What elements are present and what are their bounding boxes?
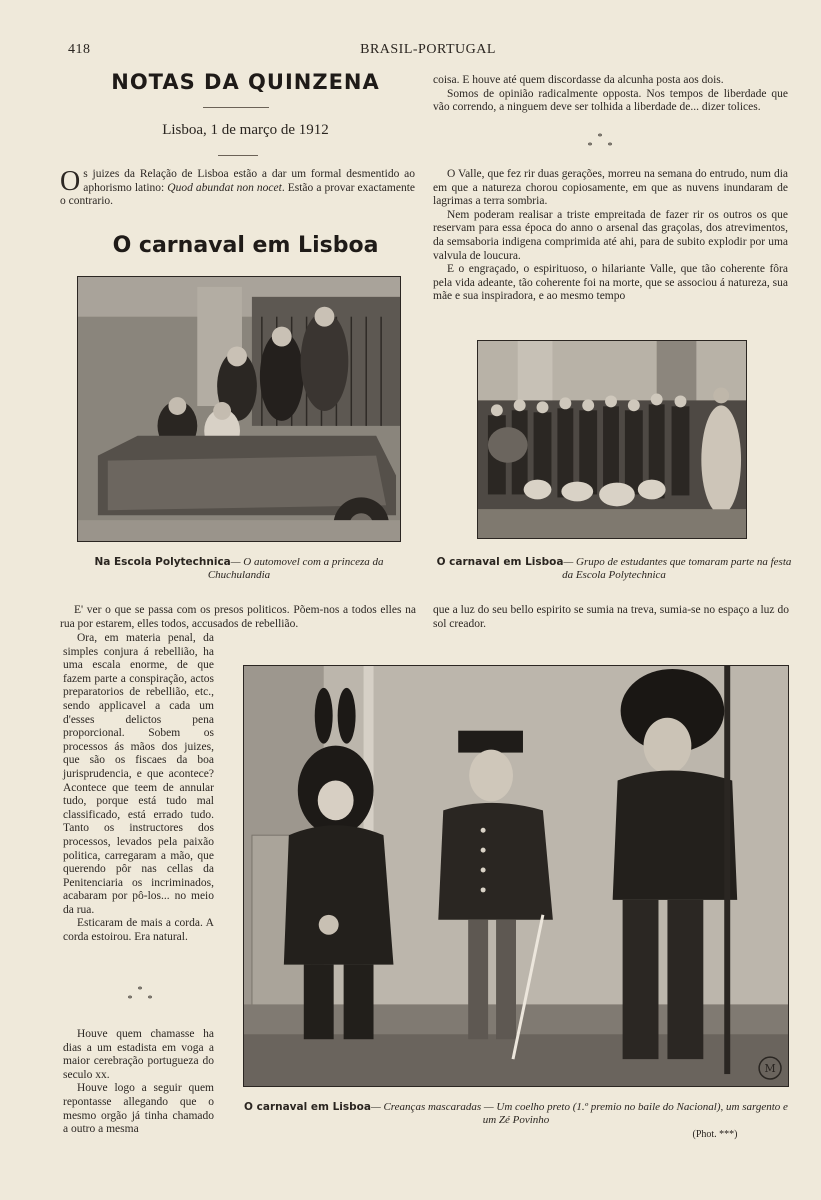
photo-creancas-image <box>244 666 788 1086</box>
right-valle-text <box>433 168 788 304</box>
caption-automovel <box>77 556 401 582</box>
caption-text: — Grupo de estudantes que tomaram parte na festa da Escola Polytechnica <box>562 556 792 581</box>
photo-credit: (Phot. ***) <box>692 1129 738 1140</box>
caption-lead: Na Escola Polytechnica <box>94 556 231 568</box>
caption-lead: O carnaval em Lisboa <box>436 556 564 568</box>
paragraph: Houve quem chamasse ha dias a um estadista em voga a maior cerebração portugueza do seculo xx. <box>63 1028 214 1081</box>
caption-text: — Creanças mascaradas — Um coelho preto (1.º premio no baile do Nacional), um sargento e um Zé Povinho <box>370 1101 788 1126</box>
star: * <box>137 985 143 996</box>
mid-left-text <box>60 604 416 631</box>
star: * <box>127 994 133 1005</box>
star: * <box>607 141 613 152</box>
running-header <box>68 42 788 60</box>
paragraph: O Valle, que fez rir duas gerações, morreu na semana do entrudo, num dia em que a natureza chorou copiosamente, em que as nuvens inundaram de lagrimas a terra sombria. <box>433 168 788 208</box>
page-number: 418 <box>68 42 91 57</box>
right-top-text <box>433 74 788 115</box>
photo-automovel <box>77 276 401 542</box>
paragraph: Esticaram de mais a corda. A corda estoirou. Era natural. <box>63 917 214 944</box>
intro-paragraph <box>60 168 415 209</box>
dateline: Lisboa, 1 de março de 1912 <box>162 122 329 138</box>
photo-estudantes-image <box>478 341 746 538</box>
photo-monogram: M <box>764 1062 776 1076</box>
latin-aphorism: Quod abundat non nocet <box>167 181 282 194</box>
paragraph: Ora, em materia penal, da simples conjura á rebellião, ha uma escala enorme, de que fazem parte a conspiração, actos preparatorios de rebellião, etc., sendo applicavel a cada um d'esses delictos pena proporcional. Sobem os processos ás mãos dos juizes, que são os fiscaes da boa jurisprudencia, e que acontece? Acontece que teem de annular tudo, porque está tudo mal classificado, está errado tudo. Tanto os instructores dos processos, levados pela paixão politica, carregaram a mão, que querendo pôr nas cellas da Penitenciaria os incriminados, acabaram por pô-los... no meio da rua. <box>63 632 214 916</box>
section-title: NOTAS DA QUINZENA <box>111 70 380 94</box>
star: * <box>597 132 603 143</box>
dropcap: O <box>60 166 81 197</box>
left-bottom-text <box>63 1028 214 1137</box>
dateline-rule <box>218 155 258 156</box>
paragraph: E' ver o que se passa com os presos politicos. Põem-nos a todos elles na rua por estarem, elles todos, accusados de rebellião. <box>60 604 416 630</box>
caption-text: — O automovel com a princeza da Chuchulandia <box>207 556 384 581</box>
caption-lead: O carnaval em Lisboa <box>244 1101 371 1113</box>
separator-stars <box>560 133 640 151</box>
separator-stars <box>100 986 180 1004</box>
caption-estudantes <box>433 556 795 582</box>
paragraph: Nem poderam realisar a triste empreitada de fazer rir os outros os que reservam para essa época do anno o arsenal das graçolas, dos atrevimentos, da semsaboria indigena comprimida até ahi, para de subito explodir por uma valvula de loucura. <box>433 208 788 262</box>
intro-text: s juizes da Relação de Lisboa estão a dar um formal desmentido ao aphorismo latino: <box>83 168 415 194</box>
left-column-text <box>63 632 214 945</box>
photo-automovel-image <box>78 277 400 541</box>
paragraph: Houve logo a seguir quem repontasse allegando que o mesmo orgão já tinha chamado a outro a mesma <box>63 1082 214 1136</box>
carnaval-heading: O carnaval em Lisboa <box>112 233 379 258</box>
paragraph: Somos de opinião radicalmente opposta. Nos tempos de liberdade que vão correndo, a ninguem deve ser tolhida a liberdade de... dizer tolices. <box>433 87 788 114</box>
photo-creancas <box>243 665 789 1087</box>
caption-creancas <box>243 1101 789 1127</box>
photo-estudantes <box>477 340 747 539</box>
paragraph: que a luz do seu bello espirito se sumia na treva, sumia-se no espaço a luz do sol creador. <box>433 604 789 630</box>
intro-tail: . Estão a provar exactamente o contrario. <box>60 181 415 208</box>
title-rule <box>203 107 269 108</box>
paragraph: coisa. E houve até quem discordasse da alcunha posta aos dois. <box>433 74 724 86</box>
star: * <box>587 141 593 152</box>
publication-title: BRASIL-PORTUGAL <box>360 42 496 57</box>
mid-right-text <box>433 604 789 631</box>
paragraph: E o engraçado, o espirituoso, o hilariante Valle, que tão coherente fôra pela vida adeante, tão coherente foi na morte, que se associou á natureza, sua mãe e sua inspiradora, e ao mesmo tempo <box>433 263 788 303</box>
star: * <box>147 994 153 1005</box>
